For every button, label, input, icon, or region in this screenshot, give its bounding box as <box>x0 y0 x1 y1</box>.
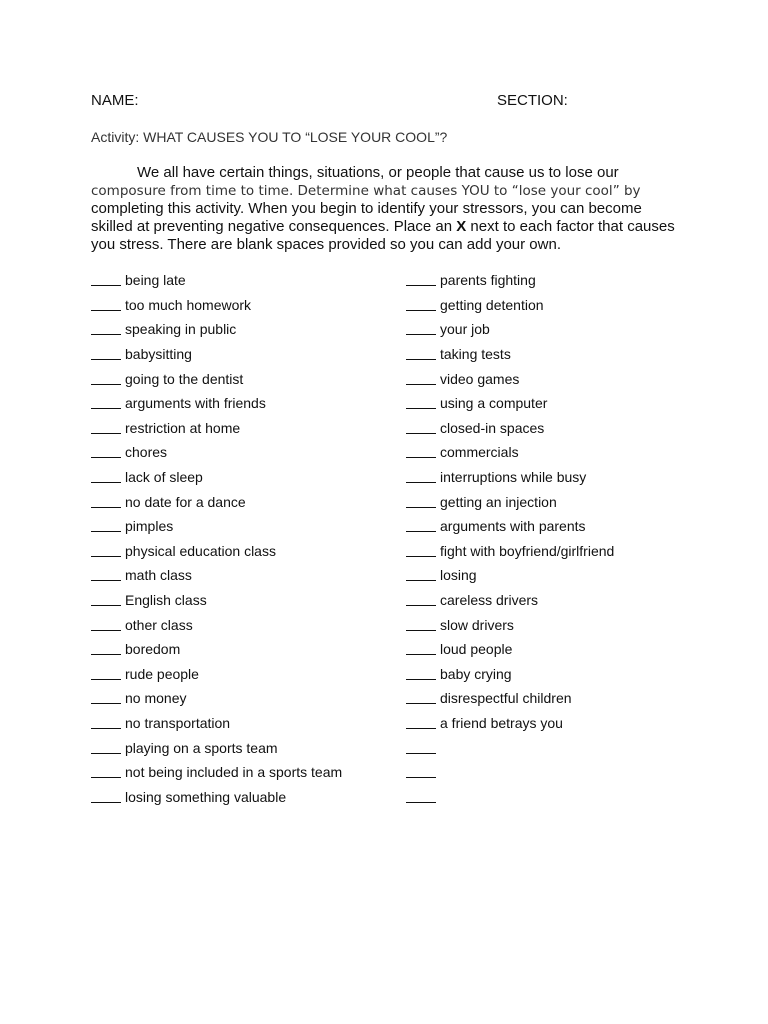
stressor-item <box>91 416 342 441</box>
name-label: NAME: <box>91 92 139 109</box>
stressor-label: losing something valuable <box>125 788 287 805</box>
answer-blank[interactable] <box>91 742 121 754</box>
answer-blank[interactable] <box>406 791 436 803</box>
stressor-label: arguments with friends <box>125 395 266 412</box>
answer-blank[interactable] <box>406 373 436 385</box>
stressor-label: boredom <box>125 641 181 658</box>
stressor-item <box>91 366 342 391</box>
answer-blank[interactable] <box>91 274 121 286</box>
stressor-label: being late <box>125 272 186 289</box>
stressor-label: not being included in a sports team <box>125 764 343 781</box>
answer-blank[interactable] <box>91 422 121 434</box>
stressor-label: lack of sleep <box>125 469 203 486</box>
stressor-list-right <box>406 268 614 809</box>
stressor-item <box>91 293 342 318</box>
answer-blank[interactable] <box>406 446 436 458</box>
stressor-item <box>91 440 342 465</box>
answer-blank[interactable] <box>406 619 436 631</box>
answer-blank[interactable] <box>91 766 121 778</box>
stressor-label: chores <box>125 444 168 461</box>
stressor-label: going to the dentist <box>125 370 244 387</box>
stressor-item <box>406 637 614 662</box>
intro-line-3: completing this activity. When you begin to identify your stressors, you can become <box>91 200 642 217</box>
stressor-item <box>91 784 342 809</box>
stressor-item <box>406 416 614 441</box>
answer-blank[interactable] <box>406 643 436 655</box>
answer-blank[interactable] <box>91 643 121 655</box>
stressor-item <box>91 563 342 588</box>
answer-blank[interactable] <box>91 471 121 483</box>
stressor-label: playing on a sports team <box>125 739 278 756</box>
answer-blank[interactable] <box>406 299 436 311</box>
stressor-item <box>406 735 614 760</box>
stressor-item <box>406 711 614 736</box>
answer-blank[interactable] <box>406 742 436 754</box>
answer-blank[interactable] <box>91 446 121 458</box>
answer-blank[interactable] <box>91 299 121 311</box>
stressor-label: English class <box>125 592 207 609</box>
answer-blank[interactable] <box>406 471 436 483</box>
stressor-label: physical education class <box>125 542 276 559</box>
stressor-label: careless drivers <box>440 592 539 609</box>
intro-line-4 <box>91 218 691 236</box>
answer-blank[interactable] <box>91 397 121 409</box>
answer-blank[interactable] <box>406 348 436 360</box>
stressor-item <box>91 711 342 736</box>
stressor-label: too much homework <box>125 296 252 313</box>
stressor-item <box>406 760 614 785</box>
intro-mark-x: X <box>456 218 467 235</box>
stressor-label: no transportation <box>125 714 231 731</box>
answer-blank[interactable] <box>406 397 436 409</box>
stressor-item <box>406 391 614 416</box>
stressor-item <box>406 612 614 637</box>
stressor-label: baby crying <box>440 665 512 682</box>
stressor-label: no money <box>125 690 187 707</box>
stressor-item <box>91 342 342 367</box>
answer-blank[interactable] <box>406 668 436 680</box>
stressor-label: getting an injection <box>440 493 557 510</box>
answer-blank[interactable] <box>406 496 436 508</box>
answer-blank[interactable] <box>91 717 121 729</box>
answer-blank[interactable] <box>91 692 121 704</box>
answer-blank[interactable] <box>406 594 436 606</box>
stressor-label: arguments with parents <box>440 518 586 535</box>
answer-blank[interactable] <box>91 569 121 581</box>
activity-title: Activity: WHAT CAUSES YOU TO “LOSE YOUR COOL”? <box>91 129 448 145</box>
stressor-label: fight with boyfriend/girlfriend <box>440 542 615 559</box>
stressor-label: interruptions while busy <box>440 469 587 486</box>
stressor-item <box>406 514 614 539</box>
answer-blank[interactable] <box>91 348 121 360</box>
stressor-item <box>91 735 342 760</box>
stressor-label: slow drivers <box>440 616 514 633</box>
answer-blank[interactable] <box>91 791 121 803</box>
stressor-item <box>406 268 614 293</box>
answer-blank[interactable] <box>406 766 436 778</box>
stressor-item <box>91 514 342 539</box>
stressor-label: parents fighting <box>440 272 536 289</box>
stressor-item <box>91 489 342 514</box>
stressor-item <box>91 268 342 293</box>
answer-blank[interactable] <box>91 619 121 631</box>
intro-paragraph <box>91 164 691 254</box>
stressor-list-left <box>91 268 342 809</box>
stressor-item <box>91 539 342 564</box>
stressor-item <box>91 760 342 785</box>
stressor-item <box>91 612 342 637</box>
stressor-label: getting detention <box>440 296 544 313</box>
stressor-label: taking tests <box>440 346 511 363</box>
stressor-item <box>406 366 614 391</box>
stressor-item <box>91 637 342 662</box>
intro-line-1: We all have certain things, situations, or people that cause us to lose our <box>137 164 619 181</box>
answer-blank[interactable] <box>406 692 436 704</box>
stressor-item <box>406 563 614 588</box>
section-label: SECTION: <box>497 92 568 109</box>
stressor-label: disrespectful children <box>440 690 572 707</box>
answer-blank[interactable] <box>91 496 121 508</box>
stressor-label: other class <box>125 616 193 633</box>
stressor-label: rude people <box>125 665 199 682</box>
answer-blank[interactable] <box>406 274 436 286</box>
intro-line-4-start: skilled at preventing negative consequences. Place an <box>91 218 457 235</box>
stressor-item <box>91 588 342 613</box>
answer-blank[interactable] <box>406 323 436 335</box>
stressor-item <box>406 342 614 367</box>
stressor-item <box>406 317 614 342</box>
answer-blank[interactable] <box>406 569 436 581</box>
answer-blank[interactable] <box>91 520 121 532</box>
answer-blank[interactable] <box>406 520 436 532</box>
answer-blank[interactable] <box>91 668 121 680</box>
stressor-label: your job <box>440 321 490 338</box>
stressor-item <box>406 489 614 514</box>
stressor-label: speaking in public <box>125 321 237 338</box>
stressor-item <box>406 293 614 318</box>
intro-line-4-end: next to each factor that causes <box>466 218 675 235</box>
stressor-item <box>406 662 614 687</box>
answer-blank[interactable] <box>91 545 121 557</box>
stressor-item <box>91 686 342 711</box>
stressor-item <box>406 440 614 465</box>
stressor-item <box>91 317 342 342</box>
stressor-item <box>406 465 614 490</box>
answer-blank[interactable] <box>91 373 121 385</box>
stressor-label: a friend betrays you <box>440 714 563 731</box>
stressor-label: loud people <box>440 641 513 658</box>
stressor-item <box>91 662 342 687</box>
stressor-label: no date for a dance <box>125 493 246 510</box>
answer-blank[interactable] <box>406 545 436 557</box>
stressor-item <box>406 588 614 613</box>
stressor-label: pimples <box>125 518 174 535</box>
stressor-label: losing <box>440 567 477 584</box>
stressor-item <box>91 391 342 416</box>
answer-blank[interactable] <box>406 717 436 729</box>
stressor-label: closed-in spaces <box>440 419 545 436</box>
stressor-label: math class <box>125 567 192 584</box>
answer-blank[interactable] <box>91 323 121 335</box>
stressor-item <box>406 686 614 711</box>
stressor-label: using a computer <box>440 395 548 412</box>
stressor-label: restriction at home <box>125 419 241 436</box>
stressor-item <box>91 465 342 490</box>
stressor-item <box>406 784 614 809</box>
intro-line-2: composure from time to time. Determine what causes YOU to “lose your cool” by <box>91 183 641 199</box>
stressor-item <box>406 539 614 564</box>
stressor-label: commercials <box>440 444 519 461</box>
stressor-label: video games <box>440 370 520 387</box>
intro-line-5: you stress. There are blank spaces provided so you can add your own. <box>91 236 561 253</box>
answer-blank[interactable] <box>406 422 436 434</box>
answer-blank[interactable] <box>91 594 121 606</box>
stressor-label: babysitting <box>125 346 192 363</box>
